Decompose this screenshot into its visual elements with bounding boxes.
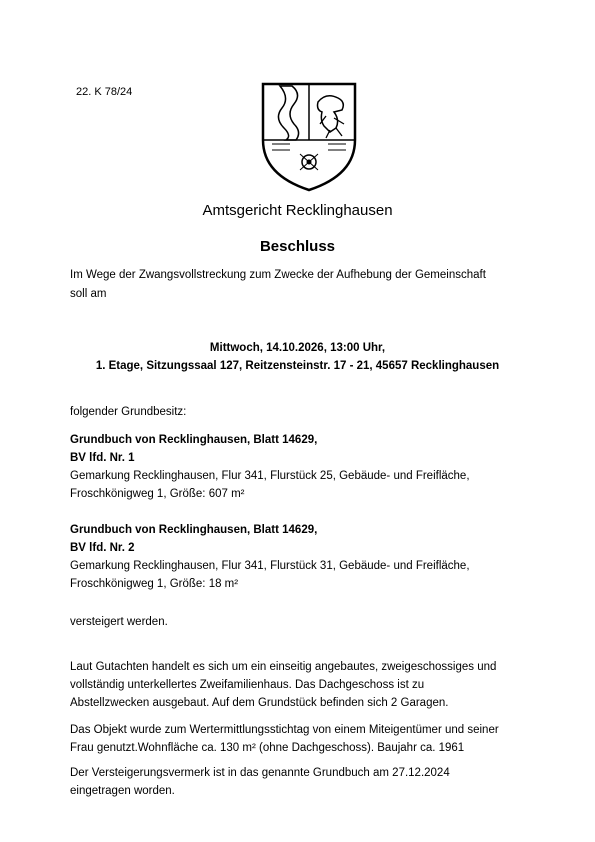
parcel-register: Grundbuch von Recklinghausen, Blatt 14629, [70,524,318,536]
parcel-description: Gemarkung Recklinghausen, Flur 341, Flurstück 31, Gebäude- und Freifläche, [70,560,470,572]
object-paragraph [70,721,540,757]
note-paragraph [70,764,540,800]
object-line: Frau genutzt.Wohnfläche ca. 130 m² (ohne Dachgeschoss). Baujahr ca. 1961 [70,742,465,754]
property-lead: folgender Grundbesitz: [70,406,187,418]
decision-title: Beschluss [259,238,336,255]
parcel-description: Froschkönigweg 1, Größe: 607 m² [70,488,245,500]
note-line: eingetragen worden. [70,785,175,797]
report-line: vollständig unterkellertes Zweifamilienhaus. Das Dachgeschoss ist zu [70,679,425,691]
intro-line: Im Wege der Zwangsvollstreckung zum Zwecke der Aufhebung der Gemeinschaft [70,269,486,281]
parcel-description: Froschkönigweg 1, Größe: 18 m² [70,578,239,590]
report-line: Abstellzwecken ausgebaut. Auf dem Grundstück befinden sich 2 Garagen. [70,697,449,709]
case-number: 22. K 78/24 [76,86,133,98]
report-line: Laut Gutachten handelt es sich um ein einseitig angebautes, zweigeschossiges und [70,661,497,673]
coat-of-arms-icon [260,80,358,192]
parcel-entry [70,521,540,593]
intro-line: soll am [70,288,107,300]
report-paragraph [70,658,540,712]
parcel-entry [70,431,540,503]
court-name: Amtsgericht Recklinghausen [202,202,393,219]
object-line: Das Objekt wurde zum Wertermittlungsstichtag von einem Miteigentümer und seiner [70,724,499,736]
intro-paragraph [70,266,530,304]
auction-date-block [0,339,595,375]
parcel-number: BV lfd. Nr. 1 [70,452,135,464]
parcel-register: Grundbuch von Recklinghausen, Blatt 14629, [70,434,318,446]
note-line: Der Versteigerungsvermerk ist in das genannte Grundbuch am 27.12.2024 [70,767,450,779]
auction-date: Mittwoch, 14.10.2026, 13:00 Uhr, [209,342,386,354]
parcel-description: Gemarkung Recklinghausen, Flur 341, Flurstück 25, Gebäude- und Freifläche, [70,470,470,482]
parcel-number: BV lfd. Nr. 2 [70,542,135,554]
auction-location: 1. Etage, Sitzungssaal 127, Reitzensteinstr. 17 - 21, 45657 Recklinghausen [95,360,500,372]
auction-end-text: versteigert werden. [70,616,168,628]
